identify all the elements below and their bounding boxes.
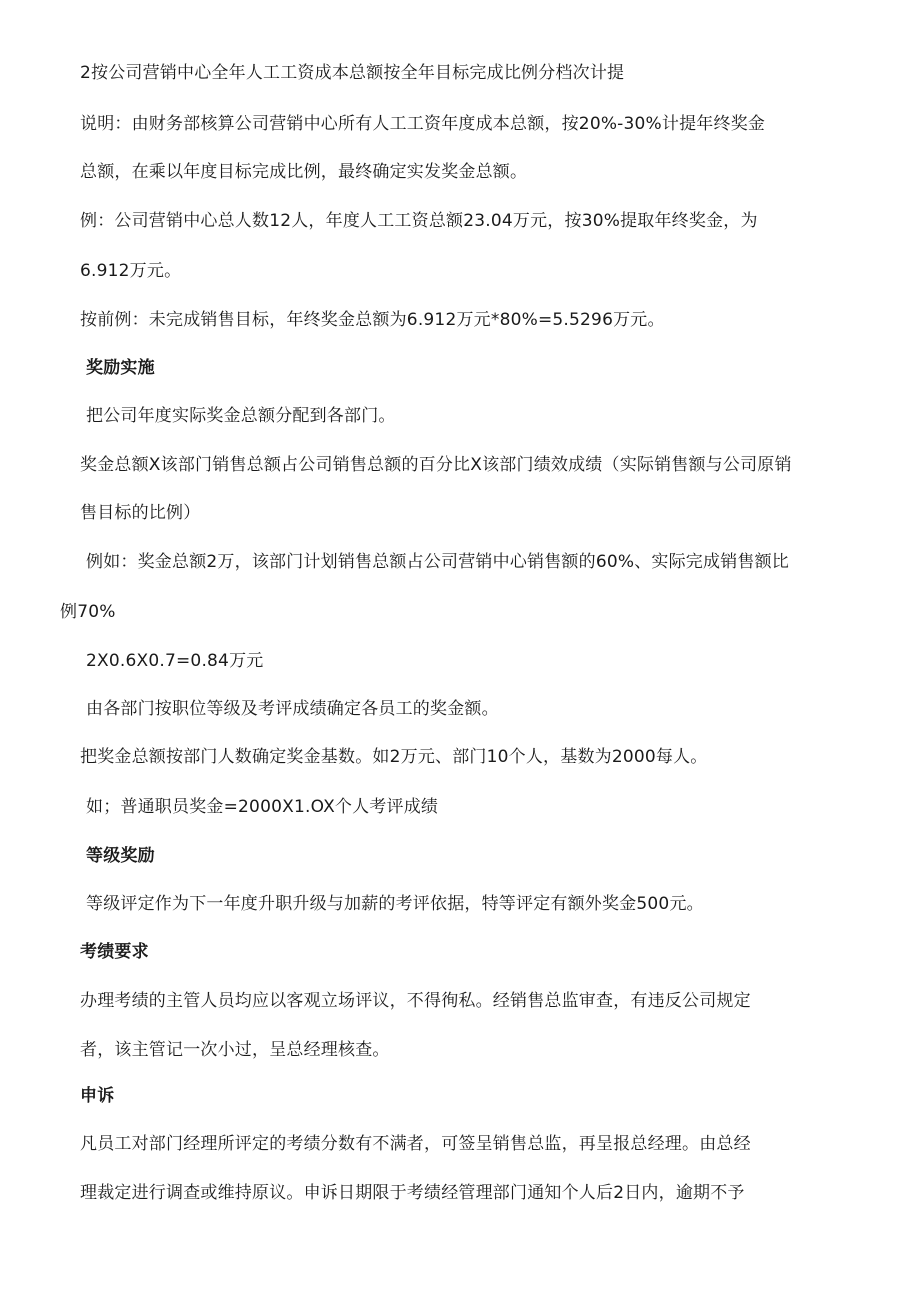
text-line-allocation: 把公司年度实际奖金总额分配到各部门。 <box>86 406 396 426</box>
text-line-example-cont: 6.912万元。 <box>80 261 182 281</box>
text-line-explanation: 说明：由财务部核算公司营销中心所有人工工资年度成本总额，按20%-30%计提年终奖金 <box>80 114 766 134</box>
text-line-base-amount: 把奖金总额按部门人数确定奖金基数。如2万元、部门10个人，基数为2000每人。 <box>80 747 708 767</box>
text-line-formula-cont: 售目标的比例） <box>80 503 201 523</box>
text-line-example-result: 按前例：未完成销售目标，年终奖金总额为6.912万元*80%=5.5296万元。 <box>80 310 665 330</box>
text-line-staff-bonus: 如；普通职员奖金=2000X1.OX个人考评成绩 <box>86 797 439 817</box>
section-heading-grade-reward: 等级奖励 <box>86 846 155 866</box>
text-line-grade-evaluation: 等级评定作为下一年度升职升级与加薪的考评依据，特等评定有额外奖金500元。 <box>86 894 704 914</box>
section-heading-assessment-requirements: 考绩要求 <box>80 942 149 962</box>
text-line-example: 例：公司营销中心总人数12人，年度人工工资总额23.04万元，按30%提取年终奖金，为 <box>80 211 758 231</box>
section-heading-reward-implementation: 奖励实施 <box>86 358 155 378</box>
text-line-appeal-rule-cont: 理裁定进行调查或维持原议。申诉日期限于考绩经管理部门通知个人后2日内，逾期不予 <box>80 1183 745 1203</box>
text-line-explanation-cont: 总额，在乘以年度目标完成比例，最终确定实发奖金总额。 <box>80 162 528 182</box>
text-line-dept-example-cont: 例70% <box>60 602 116 622</box>
text-line-assessment-rule-cont: 者，该主管记一次小过，呈总经理核查。 <box>80 1040 390 1060</box>
text-line-appeal-rule: 凡员工对部门经理所评定的考绩分数有不满者，可签呈销售总监，再呈报总经理。由总经 <box>80 1134 751 1154</box>
text-line-employee-allocation: 由各部门按职位等级及考评成绩确定各员工的奖金额。 <box>86 699 499 719</box>
text-line-calculation: 2X0.6X0.7=0.84万元 <box>86 651 264 671</box>
text-line-dept-example: 例如：奖金总额2万，该部门计划销售总额占公司营销中心销售额的60%、实际完成销售额比 <box>86 552 789 572</box>
section-heading-appeal: 申诉 <box>80 1086 115 1106</box>
text-line-assessment-rule: 办理考绩的主管人员均应以客观立场评议，不得徇私。经销售总监审查，有违反公司规定 <box>80 991 751 1011</box>
text-line-intro: 2按公司营销中心全年人工工资成本总额按全年目标完成比例分档次计提 <box>80 63 625 83</box>
text-line-formula: 奖金总额X该部门销售总额占公司销售总额的百分比X该部门绩效成绩（实际销售额与公司原销 <box>80 455 792 475</box>
